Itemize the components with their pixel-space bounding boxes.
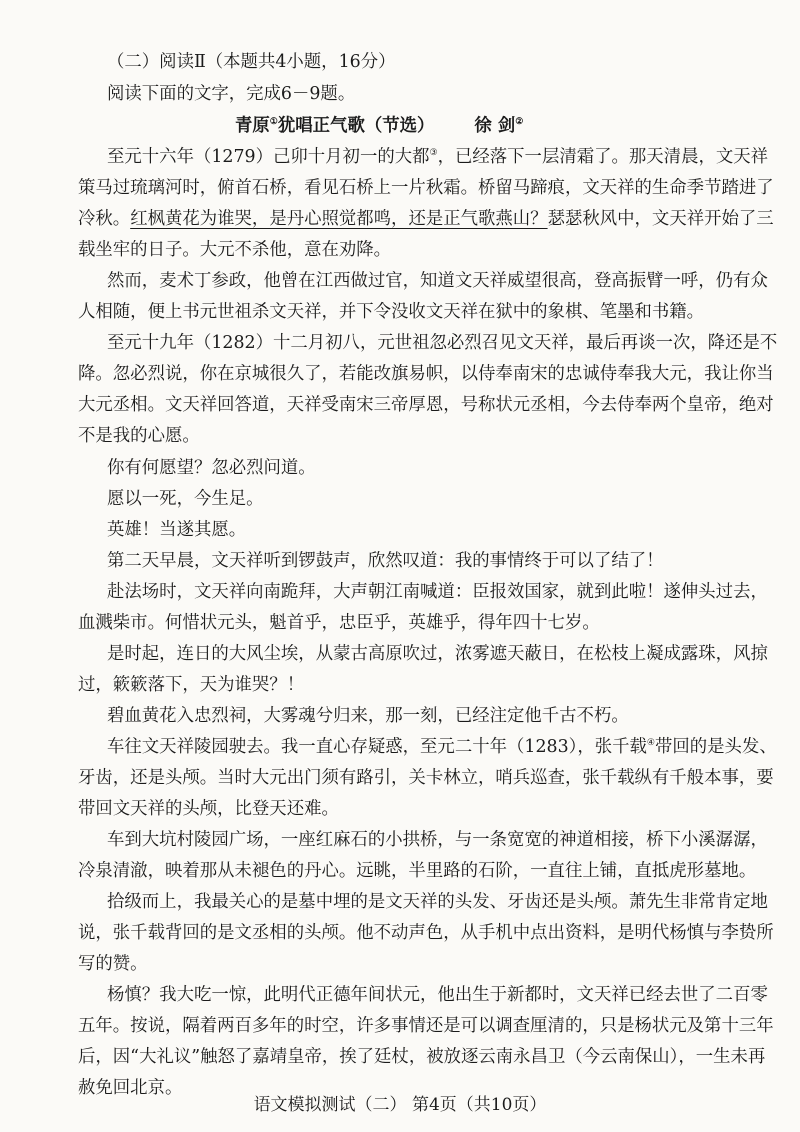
text-line: 愿以一死，今生足。 [107, 489, 264, 509]
text-line: 写的赞。 [78, 954, 148, 974]
text-line: 策马过琉璃河时，俯首石桥，看见石桥上一片秋霜。桥留马蹄痕，文天祥的生命季节踏进了 [78, 178, 774, 198]
text-line: 第二天早晨，文天祥听到锣鼓声，欣然叹道：我的事情终于可以了结了！ [107, 551, 664, 571]
text-line: 说，张千载背回的是文丞相的头颅。他不动声色，从手机中点出资料，是明代杨慎与李贽所 [78, 923, 774, 943]
text-line: 大元丞相。文天祥回答道，天祥受南宋三帝厚恩，号称状元丞相，今去侍奉两个皇帝，绝对 [78, 395, 774, 415]
text-line: 血溅柴市。何惜状元头，魁首乎，忠臣乎，英雄乎，得年四十七岁。 [78, 613, 600, 633]
text-line: 过，簌簌落下，天为谁哭？！ [78, 675, 305, 695]
text-line: 你有何愿望？忽必烈问道。 [107, 458, 316, 478]
text-line: 然而，麦术丁参政，他曾在江西做过官，知道文天祥威望很高，登高振臂一呼，仍有众 [107, 271, 768, 291]
text-segment: 瑟瑟秋风中，文天祥开始了三 [547, 209, 774, 229]
text-line: 杨慎？我大吃一惊，此明代正德年间状元，他出生于新都时，文天祥已经去世了二百零 [107, 985, 768, 1005]
title-part-1: 青原 [235, 116, 270, 136]
text-line: 至元十九年（1282）十二月初八，元世祖忽必烈召见文天祥，最后再谈一次，降还是不 [107, 333, 778, 353]
instruction: 阅读下面的文字，完成6－9题。 [107, 84, 356, 104]
text-line: 英雄！当遂其愿。 [107, 520, 247, 540]
text-line: 是时起，连日的大风尘埃，从蒙古高原吹过，浓雾遮天蔽日，在松枝上凝成露珠，风掠 [107, 644, 768, 664]
title-part-2: 犹唱正气歌（节选） [277, 116, 435, 136]
text-line: 不是我的心愿。 [78, 426, 200, 446]
text-segment: 带回的是头发、 [654, 737, 777, 757]
text-segment: 冷秋。 [78, 209, 131, 229]
text-line: 冷泉清澈，映着那从未褪色的丹心。远眺，半里路的石阶，一直往上铺，直抵虎形墓地。 [78, 861, 757, 881]
footnote-marker-1: ① [269, 117, 278, 128]
text-line: 车到大坑村陵园广场，一座红麻石的小拱桥，与一条宽宽的神道相接，桥下小溪潺潺， [107, 830, 768, 850]
text-line: 带回文天祥的头颅，比登天还难。 [78, 799, 339, 819]
article-title [0, 113, 800, 139]
text-line: 赦免回北京。 [78, 1078, 183, 1098]
text-line [0, 734, 800, 760]
text-line: 五年。按说，隔着两百多年的时空，许多事情还是可以调查厘清的，只是杨状元及第十三年 [78, 1016, 774, 1036]
section-header: （二）阅读Ⅱ（本题共4小题，16分） [107, 52, 396, 72]
footnote-marker-3: ③ [429, 148, 438, 159]
text-segment: ，已经落下一层清霜了。那天清晨，文天祥 [437, 147, 769, 167]
page-footer: 语文模拟测试（二） 第4页（共10页） [253, 1095, 547, 1115]
footnote-marker-2: ② [515, 117, 524, 128]
text-line: 赴法场时，文天祥向南跪拜，大声朝江南喊道：臣报效国家，就到此啦！遂伸头过去， [107, 582, 768, 602]
underlined-sentence: 红枫黄花为谁哭，是丹心照觉都鸣，还是正气歌燕山？ [130, 209, 548, 229]
text-line: 拾级而上，我最关心的是墓中埋的是文天祥的头发、牙齿还是头颅。萧先生非常肯定地 [107, 892, 768, 912]
text-segment: 车往文天祥陵园驶去。我一直心存疑惑，至元二十年（1283），张千载 [107, 737, 647, 757]
text-line: 载坐牢的日子。大元不杀他，意在劝降。 [78, 240, 392, 260]
text-line: 降。忽必烈说，你在京城很久了，若能改旗易帜，以侍奉南宋的忠诚侍奉我大元，我让你当 [78, 364, 774, 384]
text-line: 后，因“大礼议”触怒了嘉靖皇帝，挨了廷杖，被放逐云南永昌卫（今云南保山），一生未再 [78, 1047, 766, 1067]
text-line: 人相随，便上书元世祖杀文天祥，并下令没收文天祥在狱中的象棋、笔墨和书籍。 [78, 302, 705, 322]
text-line: 碧血黄花入忠烈祠，大雾魂兮归来，那一刻，已经注定他千古不朽。 [107, 706, 629, 726]
text-line [0, 144, 800, 170]
text-segment: 至元十六年（1279）己卯十月初一的大都 [107, 147, 430, 167]
author-name: 徐 剑 [474, 116, 516, 136]
footnote-marker-4: ④ [646, 738, 655, 749]
text-line: 牙齿，还是头颅。当时大元出门须有路引，关卡林立，哨兵巡查，张千载纵有千般本事，要 [78, 768, 774, 788]
text-line [0, 206, 800, 232]
